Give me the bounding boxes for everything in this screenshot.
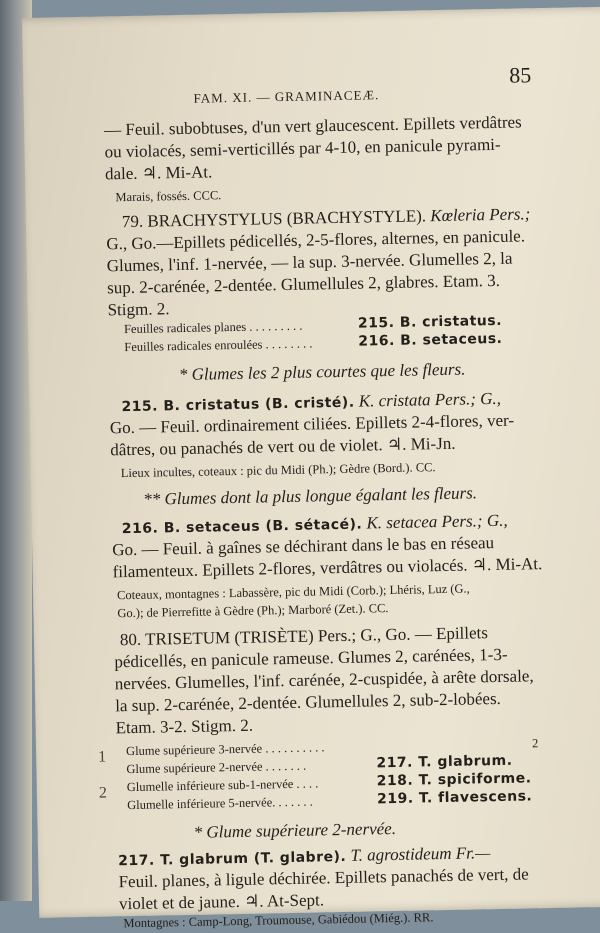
habitat-line: Go.); de Pierrefitte à Gèdre (Ph.); Marboré (Zet.). CC. [117, 601, 389, 621]
text-line: Stigm. 2. [107, 299, 170, 320]
key-species-label: 217. T. glabrum. [376, 752, 513, 772]
species-synonym: K. setacea Pers.; G., [366, 510, 508, 533]
key-text: Feuilles radicales planes . . . . . . . . . [123, 318, 303, 337]
key-species-label: 218. T. spiciforme. [376, 770, 532, 790]
key-species-label: 215. B. cristatus. [357, 312, 503, 332]
section-heading: * Glume supérieure 2-nervée. [193, 818, 397, 842]
key-line [124, 319, 303, 337]
text-line: Go. — Feuil. à gaînes se déchirant dans le bas en réseau [112, 533, 495, 560]
genus-synonym: Pers.; G., Go. — Epillets [317, 623, 489, 646]
habitat-line: Coteaux, montagnes : Labassère, pic du Midi (Corb.); Lhéris, Luz (G., [116, 581, 470, 603]
habitat-line: Marais, fossés. CCC. [115, 188, 222, 205]
text-line: nervées. Glumelles, l'inf. carénée, 2-cuspidée, à arête dorsale, [114, 666, 534, 694]
text-line: — Feuil. subobtuses, d'un vert glaucescent. Epillets verdâtres [103, 112, 522, 140]
species-name: 217. T. glabrum (T. glabre). [118, 848, 347, 870]
key-text: Feuilles radicales enroulées . . . . . . . . [124, 336, 313, 355]
running-head: FAM. XI. — GRAMINACEÆ. [193, 87, 380, 106]
key-reference: 2 [531, 736, 539, 751]
species-name: 215. B. cristatus (B. cristé). [121, 394, 355, 416]
key-text: Glume supérieure 3-nervée . . . . . . . . . . [125, 740, 325, 759]
text-line: sup. 2-carénée, 2-dentée. Glumellules 2, glabres. Etam. 3. [107, 270, 501, 298]
text-line: Glumes, l'inf. 1-nervée, — la sup. 3-nervée. Glumelles 2, la [106, 248, 513, 276]
key-species-label: 219. T. flavescens. [376, 788, 533, 808]
key-brace-number: 2 [98, 784, 108, 802]
genus-name: 79. BRACHYSTYLUS (BRACHYSTYLE). [121, 206, 427, 232]
text-line: dale. ♃. Mi-At. [104, 162, 213, 184]
key-text: Glumelle inférieure sub-1-nervée . . . . [126, 776, 319, 795]
habitat-line: Lieux incultes, coteaux : pic du Midi (Ph.); Gèdre (Bord.). CC. [120, 460, 436, 481]
key-brace-number: 1 [98, 748, 107, 766]
text-line: G., Go.—Epillets pédicellés, 2-5-flores, alternes, en panicule. [106, 226, 526, 254]
text-line: ou violacés, semi-verticillés par 4-10, en panicule pyrami- [104, 134, 501, 162]
key-line [124, 336, 312, 355]
text-line: dâtres, ou panachés de vert ou de violet. ♃. Mi-Jn. [110, 433, 456, 460]
genus-synonym: Kœleria Pers.; [430, 204, 531, 226]
text-line: filamenteux. Epillets 2-flores, verdâtres ou violacés. ♃. Mi-At. [112, 554, 543, 582]
text-line: Etam. 3-2. Stigm. 2. [115, 715, 254, 738]
text-line: pédicellés, en panicule rameuse. Glumes 2, carénées, 1-3- [114, 644, 508, 672]
genus-name: 80. TRISETUM (TRISÈTE) [119, 626, 314, 650]
text-line: la sup. 2-carénée, 2-dentée. Glumellules 2, sub-2-lobées. [115, 688, 502, 716]
text-line: Feuil. planes, à ligule déchirée. Epillets panachés de vert, de [118, 864, 529, 892]
species-synonym: T. agrostideum Fr.— [350, 843, 491, 865]
section-heading: ** Glumes dont la plus longue égalant les fleurs. [143, 483, 478, 509]
key-text: Glume supérieure 2-nervée . . . . . . . [126, 758, 307, 777]
text-line: violet et de jaune. ♃. At-Sept. [118, 890, 325, 914]
book-page [22, 6, 600, 931]
page-number: 85 [508, 62, 532, 88]
text-line: Go. — Feuil. ordinairement ciliées. Epillets 2-4-flores, ver- [109, 410, 515, 438]
habitat-line: Montagnes : Camp-Long, Troumouse, Gabiédou (Miég.). RR. [123, 910, 434, 931]
species-name: 216. B. setaceus (B. sétacé). [121, 516, 363, 538]
section-heading: * Glumes les 2 plus courtes que les fleurs. [178, 359, 466, 385]
key-species-label: 216. B. setaceus. [358, 330, 503, 350]
key-text: Glumelle inférieure 5-nervée. . . . . . . [126, 794, 313, 813]
species-synonym: K. cristata Pers.; G., [358, 388, 502, 411]
